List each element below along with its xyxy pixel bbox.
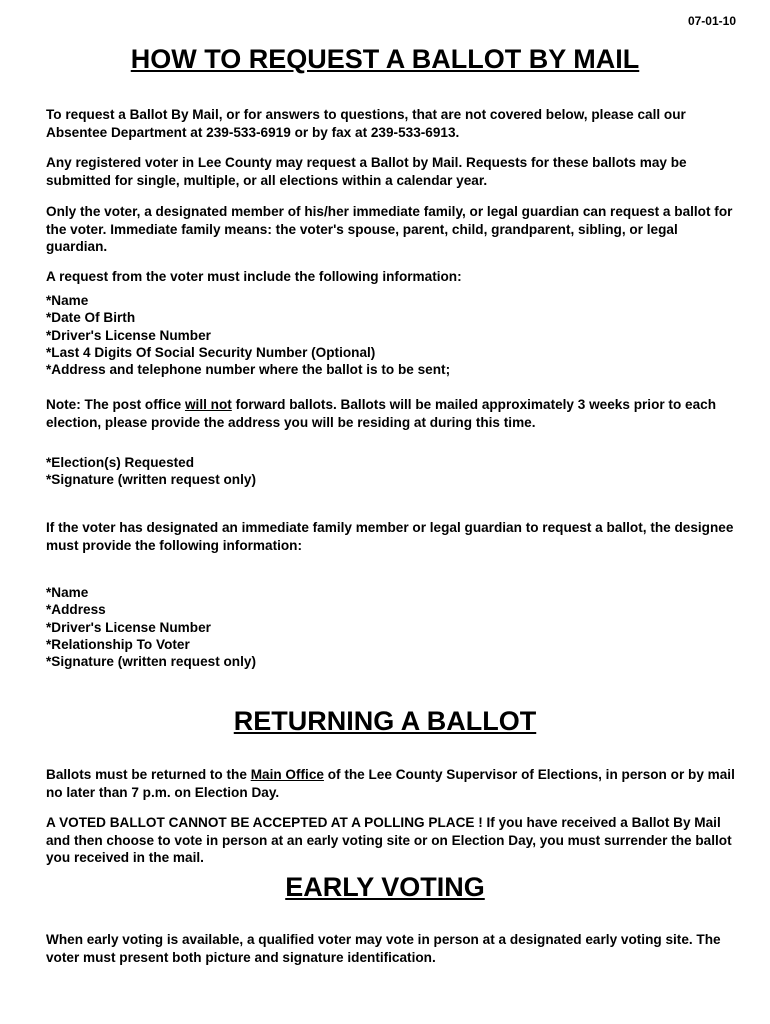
who-can-request-paragraph: Only the voter, a designated member of his/her immediate family, or legal guardian can request a ballot for the voter. Immediate family means: the voter's spouse, parent, child, grandparent, sibling, or legal guardian. — [46, 204, 733, 254]
returning-text-before: Ballots must be returned to the — [46, 767, 251, 782]
list-item: *Election(s) Requested — [46, 455, 195, 470]
note-paragraph — [46, 396, 736, 431]
eligibility-paragraph: Any registered voter in Lee County may request a Ballot by Mail. Requests for these ballots may be submitted for single, multiple, or all elections within a calendar year. — [46, 155, 687, 188]
list-item: *Name — [46, 585, 89, 600]
voter-info-heading: A request from the voter must include the following information: — [46, 269, 462, 284]
returning-text-after: of the Lee County Supervisor of Elections, in person or by mail no later than 7 p.m. on Election Day. — [46, 767, 735, 800]
list-item: *Signature (written request only) — [46, 472, 256, 488]
list-item: *Address — [46, 602, 106, 618]
list-item: *Last 4 Digits Of Social Security Number (Optional) — [46, 344, 376, 360]
designee-heading: If the voter has designated an immediate family member or legal guardian to request a ballot, the designee must provide the following information: — [46, 520, 734, 553]
voter-info-list — [46, 292, 450, 378]
voted-ballot-paragraph: A VOTED BALLOT CANNOT BE ACCEPTED AT A POLLING PLACE ! If you have received a Ballot By Mail and then choose to vote in person at an early voting site or on Election Day, you must surrender the ballot you received in the mail. — [46, 815, 732, 865]
note-text-after: forward ballots. Ballots will be mailed approximately 3 weeks prior to each election, please provide the address you will be residing at during this time. — [46, 397, 717, 430]
list-item: *Driver's License Number — [46, 619, 211, 635]
designee-info-list — [46, 584, 256, 670]
returning-ballot-title: RETURNING A BALLOT — [233, 706, 537, 736]
document-date: 07-01-10 — [687, 14, 736, 28]
list-item: *Relationship To Voter — [46, 636, 190, 652]
list-item: *Name — [46, 293, 89, 308]
intro-paragraph: To request a Ballot By Mail, or for answers to questions, that are not covered below, please call our Absentee Department at 239-533-6919 or by fax at 239-533-6913. — [46, 107, 686, 140]
early-voting-title: EARLY VOTING — [285, 872, 485, 902]
returning-paragraph — [46, 766, 736, 801]
early-voting-paragraph: When early voting is available, a qualified voter may vote in person at a designated early voting site. The voter must present both picture and signature identification. — [46, 932, 721, 965]
voter-info-list-2 — [46, 454, 256, 489]
page-title: HOW TO REQUEST A BALLOT BY MAIL — [130, 44, 640, 74]
list-item: *Address and telephone number where the ballot is to be sent; — [46, 362, 451, 378]
list-item: *Date Of Birth — [46, 310, 136, 326]
list-item: *Signature (written request only) — [46, 654, 256, 670]
list-item: *Driver's License Number — [46, 327, 211, 343]
main-office-emphasis: Main Office — [250, 767, 324, 782]
note-text-before: Note: The post office — [46, 397, 185, 412]
note-emphasis: will not — [184, 397, 232, 412]
